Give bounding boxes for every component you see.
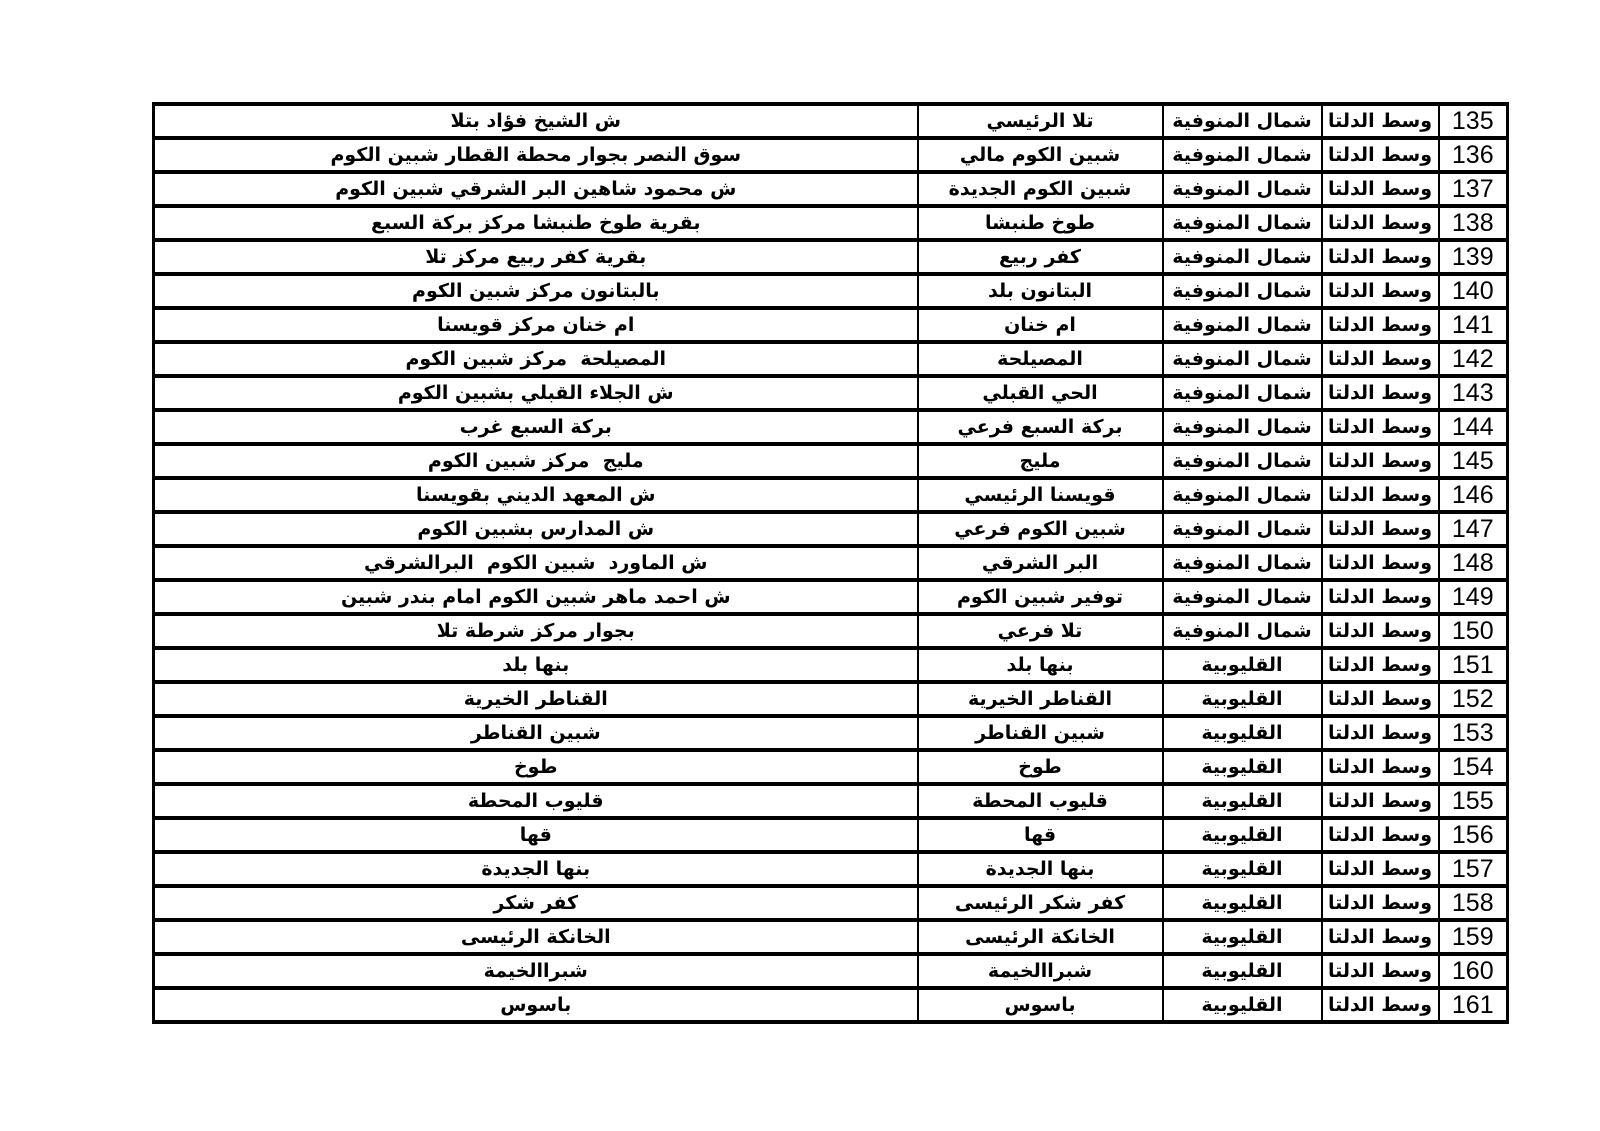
row-number-cell: 138 xyxy=(1439,206,1508,240)
branch-cell: الخانكة الرئيسى xyxy=(918,920,1163,954)
table-row xyxy=(154,750,1508,784)
branch-cell: البتانون بلد xyxy=(918,274,1163,308)
address-cell: بقرية كفر ربيع مركز تلا xyxy=(154,240,918,274)
governorate-cell: شمال المنوفية xyxy=(1163,138,1322,172)
branch-cell: شبين الكوم الجديدة xyxy=(918,172,1163,206)
table-row xyxy=(154,954,1508,988)
governorate-cell: القليوبية xyxy=(1163,648,1322,682)
address-cell: ش المعهد الديني بقويسنا xyxy=(154,478,918,512)
branch-cell: طوخ طنبشا xyxy=(918,206,1163,240)
governorate-cell: شمال المنوفية xyxy=(1163,580,1322,614)
table-row xyxy=(154,410,1508,444)
table-row xyxy=(154,682,1508,716)
table-row xyxy=(154,342,1508,376)
governorate-cell: القليوبية xyxy=(1163,750,1322,784)
governorate-cell: القليوبية xyxy=(1163,988,1322,1022)
region-cell: وسط الدلتا xyxy=(1322,376,1439,410)
row-number-cell: 152 xyxy=(1439,682,1508,716)
address-cell: كفر شكر xyxy=(154,886,918,920)
row-number-cell: 142 xyxy=(1439,342,1508,376)
governorate-cell: شمال المنوفية xyxy=(1163,172,1322,206)
region-cell: وسط الدلتا xyxy=(1322,954,1439,988)
table-row xyxy=(154,988,1508,1022)
address-cell: سوق النصر بجوار محطة القطار شبين الكوم xyxy=(154,138,918,172)
branch-cell: توفير شبين الكوم xyxy=(918,580,1163,614)
table-row xyxy=(154,546,1508,580)
governorate-cell: القليوبية xyxy=(1163,852,1322,886)
table-row xyxy=(154,886,1508,920)
governorate-cell: القليوبية xyxy=(1163,920,1322,954)
region-cell: وسط الدلتا xyxy=(1322,784,1439,818)
branches-table xyxy=(152,102,1509,1024)
governorate-cell: شمال المنوفية xyxy=(1163,512,1322,546)
address-cell: ش محمود شاهين البر الشرقي شبين الكوم xyxy=(154,172,918,206)
row-number-cell: 148 xyxy=(1439,546,1508,580)
table-row xyxy=(154,308,1508,342)
row-number-cell: 144 xyxy=(1439,410,1508,444)
address-cell: شبراالخيمة xyxy=(154,954,918,988)
table-row xyxy=(154,818,1508,852)
region-cell: وسط الدلتا xyxy=(1322,104,1439,138)
table-row xyxy=(154,444,1508,478)
region-cell: وسط الدلتا xyxy=(1322,342,1439,376)
row-number-cell: 149 xyxy=(1439,580,1508,614)
address-cell: بنها بلد xyxy=(154,648,918,682)
governorate-cell: القليوبية xyxy=(1163,886,1322,920)
table-row xyxy=(154,138,1508,172)
row-number-cell: 139 xyxy=(1439,240,1508,274)
branch-cell: البر الشرقي xyxy=(918,546,1163,580)
address-cell: القناطر الخيرية xyxy=(154,682,918,716)
governorate-cell: شمال المنوفية xyxy=(1163,614,1322,648)
region-cell: وسط الدلتا xyxy=(1322,648,1439,682)
governorate-cell: شمال المنوفية xyxy=(1163,342,1322,376)
governorate-cell: شمال المنوفية xyxy=(1163,376,1322,410)
row-number-cell: 145 xyxy=(1439,444,1508,478)
region-cell: وسط الدلتا xyxy=(1322,206,1439,240)
table-row xyxy=(154,172,1508,206)
row-number-cell: 156 xyxy=(1439,818,1508,852)
region-cell: وسط الدلتا xyxy=(1322,308,1439,342)
row-number-cell: 135 xyxy=(1439,104,1508,138)
table-row xyxy=(154,852,1508,886)
governorate-cell: القليوبية xyxy=(1163,682,1322,716)
row-number-cell: 136 xyxy=(1439,138,1508,172)
branch-cell: طوخ xyxy=(918,750,1163,784)
row-number-cell: 143 xyxy=(1439,376,1508,410)
table-row xyxy=(154,580,1508,614)
table-row xyxy=(154,512,1508,546)
branch-cell: شبين الكوم مالي xyxy=(918,138,1163,172)
region-cell: وسط الدلتا xyxy=(1322,818,1439,852)
table-row xyxy=(154,376,1508,410)
branch-cell: ام خنان xyxy=(918,308,1163,342)
region-cell: وسط الدلتا xyxy=(1322,580,1439,614)
branch-cell: باسوس xyxy=(918,988,1163,1022)
region-cell: وسط الدلتا xyxy=(1322,444,1439,478)
address-cell: ش الجلاء القبلي بشبين الكوم xyxy=(154,376,918,410)
region-cell: وسط الدلتا xyxy=(1322,478,1439,512)
governorate-cell: شمال المنوفية xyxy=(1163,240,1322,274)
row-number-cell: 141 xyxy=(1439,308,1508,342)
branch-cell: بركة السبع فرعي xyxy=(918,410,1163,444)
region-cell: وسط الدلتا xyxy=(1322,274,1439,308)
branch-cell: بنها الجديدة xyxy=(918,852,1163,886)
region-cell: وسط الدلتا xyxy=(1322,682,1439,716)
row-number-cell: 147 xyxy=(1439,512,1508,546)
region-cell: وسط الدلتا xyxy=(1322,410,1439,444)
table-row xyxy=(154,648,1508,682)
address-cell: بنها الجديدة xyxy=(154,852,918,886)
address-cell: شبين القناطر xyxy=(154,716,918,750)
address-cell: ش المدارس بشبين الكوم xyxy=(154,512,918,546)
address-cell: ش احمد ماهر شبين الكوم امام بندر شبين xyxy=(154,580,918,614)
row-number-cell: 159 xyxy=(1439,920,1508,954)
row-number-cell: 155 xyxy=(1439,784,1508,818)
row-number-cell: 161 xyxy=(1439,988,1508,1022)
region-cell: وسط الدلتا xyxy=(1322,614,1439,648)
branch-cell: شبراالخيمة xyxy=(918,954,1163,988)
address-cell: بقرية طوخ طنبشا مركز بركة السبع xyxy=(154,206,918,240)
region-cell: وسط الدلتا xyxy=(1322,852,1439,886)
region-cell: وسط الدلتا xyxy=(1322,546,1439,580)
branch-cell: كفر ربيع xyxy=(918,240,1163,274)
governorate-cell: شمال المنوفية xyxy=(1163,546,1322,580)
branch-cell: كفر شكر الرئيسى xyxy=(918,886,1163,920)
branch-cell: قويسنا الرئيسي xyxy=(918,478,1163,512)
row-number-cell: 153 xyxy=(1439,716,1508,750)
governorate-cell: شمال المنوفية xyxy=(1163,308,1322,342)
table-row xyxy=(154,784,1508,818)
branch-cell: القناطر الخيرية xyxy=(918,682,1163,716)
branch-cell: مليج xyxy=(918,444,1163,478)
table-row xyxy=(154,240,1508,274)
branch-cell: قليوب المحطة xyxy=(918,784,1163,818)
table-row xyxy=(154,274,1508,308)
address-cell: قها xyxy=(154,818,918,852)
governorate-cell: القليوبية xyxy=(1163,784,1322,818)
governorate-cell: شمال المنوفية xyxy=(1163,206,1322,240)
row-number-cell: 146 xyxy=(1439,478,1508,512)
table-row xyxy=(154,206,1508,240)
branch-cell: تلا فرعي xyxy=(918,614,1163,648)
address-cell: الخانكة الرئيسى xyxy=(154,920,918,954)
region-cell: وسط الدلتا xyxy=(1322,172,1439,206)
row-number-cell: 150 xyxy=(1439,614,1508,648)
region-cell: وسط الدلتا xyxy=(1322,716,1439,750)
address-cell: باسوس xyxy=(154,988,918,1022)
row-number-cell: 140 xyxy=(1439,274,1508,308)
address-cell: بركة السبع غرب xyxy=(154,410,918,444)
address-cell: ش الماورد شبين الكوم البرالشرقي xyxy=(154,546,918,580)
row-number-cell: 154 xyxy=(1439,750,1508,784)
address-cell: قليوب المحطة xyxy=(154,784,918,818)
row-number-cell: 151 xyxy=(1439,648,1508,682)
branch-cell: شبين القناطر xyxy=(918,716,1163,750)
branch-cell: المصيلحة xyxy=(918,342,1163,376)
governorate-cell: شمال المنوفية xyxy=(1163,478,1322,512)
table-row xyxy=(154,920,1508,954)
address-cell: مليج مركز شبين الكوم xyxy=(154,444,918,478)
governorate-cell: القليوبية xyxy=(1163,954,1322,988)
address-cell: طوخ xyxy=(154,750,918,784)
governorate-cell: شمال المنوفية xyxy=(1163,410,1322,444)
region-cell: وسط الدلتا xyxy=(1322,988,1439,1022)
address-cell: ش الشيخ فؤاد بتلا xyxy=(154,104,918,138)
address-cell: المصيلحة مركز شبين الكوم xyxy=(154,342,918,376)
row-number-cell: 137 xyxy=(1439,172,1508,206)
row-number-cell: 160 xyxy=(1439,954,1508,988)
table-row xyxy=(154,716,1508,750)
region-cell: وسط الدلتا xyxy=(1322,240,1439,274)
region-cell: وسط الدلتا xyxy=(1322,920,1439,954)
row-number-cell: 158 xyxy=(1439,886,1508,920)
governorate-cell: القليوبية xyxy=(1163,818,1322,852)
address-cell: بالبتانون مركز شبين الكوم xyxy=(154,274,918,308)
address-cell: ام خنان مركز قويسنا xyxy=(154,308,918,342)
region-cell: وسط الدلتا xyxy=(1322,886,1439,920)
region-cell: وسط الدلتا xyxy=(1322,750,1439,784)
region-cell: وسط الدلتا xyxy=(1322,512,1439,546)
branch-cell: تلا الرئيسي xyxy=(918,104,1163,138)
branch-cell: الحي القبلي xyxy=(918,376,1163,410)
governorate-cell: القليوبية xyxy=(1163,716,1322,750)
region-cell: وسط الدلتا xyxy=(1322,138,1439,172)
row-number-cell: 157 xyxy=(1439,852,1508,886)
table-row xyxy=(154,104,1508,138)
branches-table-body xyxy=(154,104,1508,1022)
governorate-cell: شمال المنوفية xyxy=(1163,444,1322,478)
governorate-cell: شمال المنوفية xyxy=(1163,274,1322,308)
address-cell: بجوار مركز شرطة تلا xyxy=(154,614,918,648)
branch-cell: قها xyxy=(918,818,1163,852)
governorate-cell: شمال المنوفية xyxy=(1163,104,1322,138)
branch-cell: شبين الكوم فرعي xyxy=(918,512,1163,546)
table-row xyxy=(154,478,1508,512)
branch-cell: بنها بلد xyxy=(918,648,1163,682)
table-row xyxy=(154,614,1508,648)
